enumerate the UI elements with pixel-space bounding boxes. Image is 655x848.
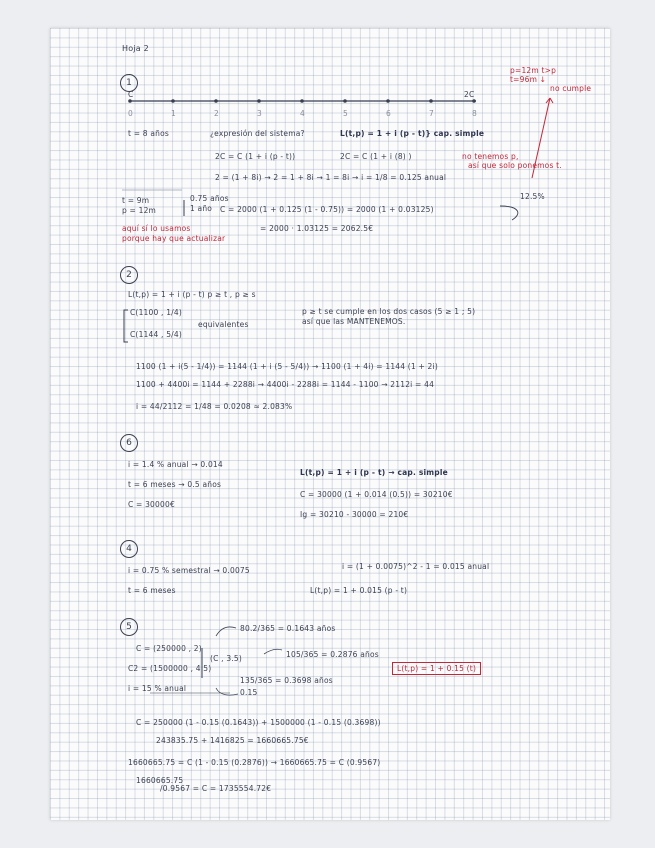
red-note-line: no tenemos p,	[462, 152, 519, 161]
calculation-line: 243835.75 + 1416825 = 1660665.75€	[156, 736, 309, 745]
red-note-line: porque hay que actualizar	[122, 234, 226, 243]
rate-conversion: i = (1 + 0.0075)^2 - 1 = 0.015 anual	[342, 562, 490, 571]
time-label: t = 8 años	[128, 129, 169, 138]
notebook-page	[50, 28, 610, 820]
red-note-line: p=12m t>p	[510, 66, 557, 75]
exercise-2-number: 2	[120, 266, 138, 284]
calculation-line: 1660665.75 = C (1 - 0.15 (0.2876)) → 1660665.75 = C (0.9567)	[128, 758, 381, 767]
exercise-1-number: 1	[120, 74, 138, 92]
exercise-4-number: 4	[120, 540, 138, 558]
red-note-line: t=96m ↓	[510, 75, 547, 84]
equation-line: 2 = (1 + 8i) → 2 = 1 + 8i → 1 = 8i → i = 1/8 = 0.125 anual	[215, 173, 447, 182]
formula-text: L(t,p) = 1 + 0.015 (p - t)	[310, 586, 408, 595]
capital-query: (C , 3.5)	[210, 654, 242, 663]
interest-rate: i = 1.4 % anual → 0.014	[128, 460, 223, 469]
years-value: 1 año	[190, 204, 213, 213]
boxed-formula: L(t,p) = 1 + 0.15 (t)	[392, 662, 481, 675]
fraction-line: 105/365 = 0.2876 años	[286, 650, 379, 659]
time-value: t = 6 meses	[128, 586, 176, 595]
interest-rate: i = 0.75 % semestral → 0.0075	[128, 566, 250, 575]
calculation-line: 1660665.75	[136, 776, 184, 785]
equation-line: 1100 + 4400i = 1144 + 2288i → 4400i - 2288i = 1144 - 1100 → 2112i = 44	[136, 380, 435, 389]
fraction-line: 135/365 = 0.3698 años	[240, 676, 333, 685]
formula-text: L(t,p) = 1 + i (p - t) p ≥ t , p ≥ s	[128, 290, 256, 299]
tick-label: 7	[429, 109, 434, 118]
period-months: p = 12m	[122, 206, 157, 215]
question-text: ¿expresión del sistema?	[210, 129, 305, 138]
exercise-5-number: 5	[120, 618, 138, 636]
formula-text: L(t,p) = 1 + i (p - t)} cap. simple	[340, 129, 485, 138]
tick-label: 5	[343, 109, 348, 118]
percent-result: 12.5%	[520, 192, 545, 201]
equivalent-label: equivalentes	[198, 320, 249, 329]
rate-value: 0.15	[240, 688, 258, 697]
red-note-line: así que solo ponemos t.	[468, 161, 562, 170]
time-value: t = 6 meses → 0.5 años	[128, 480, 222, 489]
axis-start-label: C	[128, 90, 134, 99]
exercise-3-number: 6	[120, 434, 138, 452]
capital-pair: C2 = (1500000 , 4.5)	[128, 664, 212, 673]
note-line: p ≥ t se cumple en los dos casos (5 ≥ 1 ; 5)	[302, 307, 476, 316]
capital-pair: C = (250000 , 2)	[136, 644, 202, 653]
formula-text: L(t,p) = 1 + i (p - t) → cap. simple	[300, 468, 448, 477]
equation-line: 2C = C (1 + i (p - t))	[215, 152, 296, 161]
calculation-result: = 2000 · 1.03125 = 2062.5€	[260, 224, 374, 233]
tick-label: 3	[257, 109, 262, 118]
red-note-line: no cumple	[550, 84, 592, 93]
red-note-line: aquí sí lo usamos	[122, 224, 191, 233]
sheet-title: Hoja 2	[122, 44, 149, 53]
capital-pair: C(1100 , 1/4)	[130, 308, 182, 317]
equation-line: 2C = C (1 + i (8) )	[340, 152, 412, 161]
time-months: t = 9m	[122, 196, 150, 205]
equation-result: i = 44/2112 = 1/48 = 0.0208 ≈ 2.083%	[136, 402, 293, 411]
tick-label: 2	[214, 109, 219, 118]
capital-value: C = 30000€	[128, 500, 175, 509]
tick-label: 1	[171, 109, 176, 118]
final-result: /0.9567 = C = 1735554.72€	[160, 784, 272, 793]
interest-rate: i = 15 % anual	[128, 684, 187, 693]
calculation-line: C = 2000 (1 + 0.125 (1 - 0.75)) = 2000 (1 + 0.03125)	[220, 205, 434, 214]
fraction-line: 80.2/365 = 0.1643 años	[240, 624, 336, 633]
years-value: 0.75 años	[190, 194, 229, 203]
capital-pair: C(1144 , 5/4)	[130, 330, 182, 339]
note-line: así que las MANTENEMOS.	[302, 317, 406, 326]
equation-line: 1100 (1 + i(5 - 1/4)) = 1144 (1 + i (5 - 5/4)) → 1100 (1 + 4i) = 1144 (1 + 2i)	[136, 362, 438, 371]
axis-end-label: 2C	[464, 90, 475, 99]
tick-label: 4	[300, 109, 305, 118]
calculation-line: C = 30000 (1 + 0.014 (0.5)) = 30210€	[300, 490, 453, 499]
tick-label: 6	[386, 109, 391, 118]
tick-label: 8	[472, 109, 477, 118]
hand-drawn-lines	[50, 28, 610, 820]
interest-result: Ig = 30210 - 30000 = 210€	[300, 510, 409, 519]
formula-box	[392, 664, 481, 673]
calculation-line: C = 250000 (1 - 0.15 (0.1643)) + 1500000 (1 - 0.15 (0.3698))	[136, 718, 381, 727]
tick-label: 0	[128, 109, 133, 118]
